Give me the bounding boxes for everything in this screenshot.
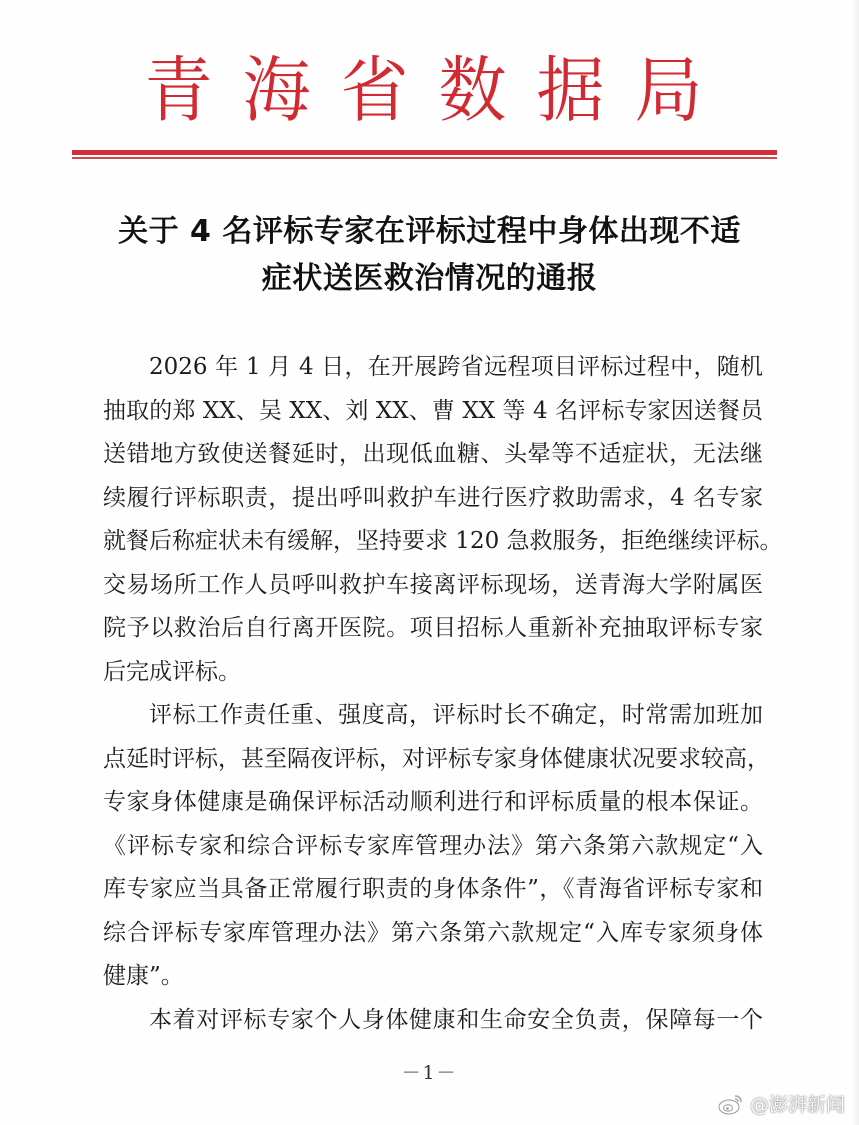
body-line: 续履行评标职责，提出呼叫救护车进行医疗救助需求，4 名专家	[103, 484, 763, 511]
paragraph-requirements	[103, 694, 770, 999]
weibo-icon	[718, 1093, 744, 1115]
body-line: 后完成评标。	[103, 658, 241, 685]
body-line: 综合评标专家库管理办法》第六条第六款规定“入库专家须身体	[103, 919, 763, 946]
paragraph-responsibility	[103, 999, 763, 1043]
body-line: 交易场所工作人员呼叫救护车接离评标现场，送青海大学附属医	[103, 571, 763, 598]
body-line: 就餐后称症状未有缓解，坚持要求 120 急救服务，拒绝继续评标。	[103, 528, 783, 554]
body-line: 抽取的郑 XX、吴 XX、刘 XX、曹 XX 等 4 名评标专家因送餐员	[103, 397, 763, 424]
paragraph-incident	[103, 346, 783, 694]
page-number: －1－	[401, 1062, 458, 1084]
watermark-text: @澎湃新闻	[749, 1094, 845, 1116]
body-line: 库专家应当具备正常履行职责的身体条件”，《青海省评标专家和	[103, 876, 763, 902]
masthead-red-rule-thin	[72, 157, 777, 159]
source-watermark	[718, 1090, 845, 1117]
body-line: 本着对评标专家个人身体健康和生命安全负责，保障每一个	[149, 1006, 763, 1033]
title-line-2: 症状送医救治情况的通报	[261, 261, 598, 296]
body-line: 2026 年 1 月 4 日，在开展跨省远程项目评标过程中，随机	[149, 354, 763, 380]
masthead-red-rule-thick	[72, 150, 777, 155]
body-line: 评标工作责任重、强度高，评标时长不确定，时常需加班加	[149, 702, 763, 728]
body-line: 《评标专家和综合评标专家库管理办法》第六条第六款规定“入	[103, 832, 763, 859]
body-line: 送错地方致使送餐延时，出现低血糖、头晕等不适症状，无法继	[103, 441, 763, 467]
body-line: 专家身体健康是确保评标活动顺利进行和评标质量的根本保证。	[103, 789, 763, 815]
document-body	[103, 346, 783, 1042]
body-line: 点延时评标，甚至隔夜评标，对评标专家身体健康状况要求较高，	[103, 745, 770, 772]
issuer-masthead: 青海省数据局	[144, 50, 733, 133]
body-line: 健康”。	[103, 963, 184, 989]
document-title	[0, 208, 859, 302]
body-line: 院予以救治后自行离开医院。项目招标人重新补充抽取评标专家	[103, 615, 763, 641]
page-edge-shadow	[853, 0, 859, 1125]
title-line-1: 关于 4 名评标专家在评标过程中身体出现不适	[118, 214, 741, 249]
